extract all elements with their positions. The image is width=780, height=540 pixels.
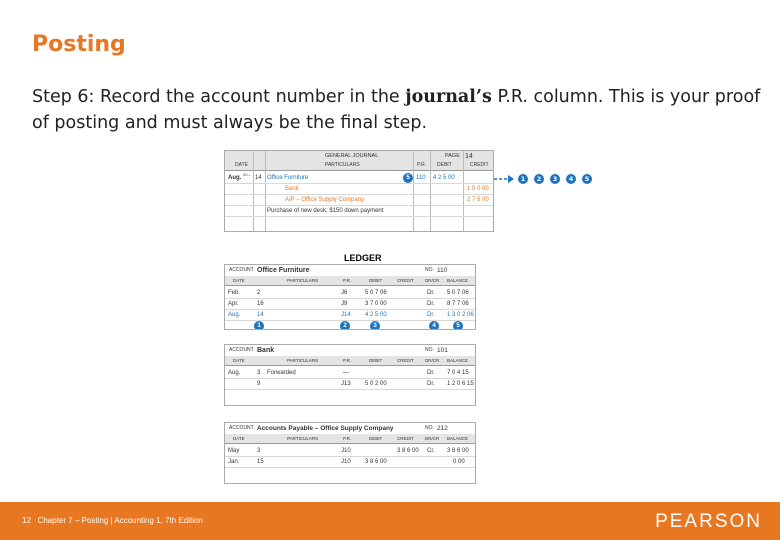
b-date-0: Aug. [228,370,241,376]
intro-text [32,84,762,136]
acct-no-bank: 101 [437,347,448,354]
lh1-part: PARTICULARS [287,278,319,283]
f-day-1: 16 [257,301,264,307]
lh2-pr: P.R. [343,358,352,363]
step-circle-5: 5 [582,174,592,184]
f-date-1: Apr. [228,301,239,307]
acct-no-ap: 212 [437,425,448,432]
a-pr-0: J10 [341,448,351,454]
ledger-marker-4: 4 [429,321,439,330]
lh2-credit: CREDIT [397,358,414,363]
a-bal-1: 0 00 [453,459,465,465]
lh2-bal: BALANCE [447,358,469,363]
pearson-logo: PEARSON [655,511,762,532]
f-debit-1: 3 7 0 00 [365,301,387,307]
b-bal-1: 1 2 0 6 15 [447,381,474,387]
a-bal-0: 3 8 6 00 [447,448,469,454]
f-bal-0: 5 0 7 06 [447,290,469,296]
f-debit-2: 4 2 5 00 [365,312,387,318]
step-marker-5: 5 [403,173,413,183]
intro-bold: journal’s [405,87,492,107]
b-pr-1: J13 [341,381,351,387]
j-debit-0: 4 2 5 00 [433,175,455,181]
ledger-accounts-payable [224,422,476,484]
a-drcr-0: Cr. [427,448,435,454]
f-debit-0: 5 0 7 06 [365,290,387,296]
j-day-0: 14 [255,175,262,181]
arrow-icon [494,172,514,186]
b-debit-1: 5 0 2 00 [365,381,387,387]
jh-pr: P.R. [417,162,427,168]
a-day-0: 3 [257,448,261,454]
general-journal [224,150,494,232]
intro-pre: Step 6: Record the account number in the [32,87,406,107]
f-pr-0: J6 [341,290,348,296]
journal-page: 14 [465,153,473,160]
acct-label-3: ACCOUNT [229,425,254,431]
lh1-date: DATE [233,278,245,283]
acct-no-furniture: 110 [437,267,448,274]
footer-chapter: Chapter 7 – Posting | Accounting 1, 7th Edition [37,516,203,525]
j-pr-0: 110 [416,175,426,181]
a-credit-0: 3 8 6 00 [397,448,419,454]
step-circle-4: 4 [566,174,576,184]
jh-debit: DEBIT [437,162,452,168]
lh2-drcr: DR/CR [425,358,440,363]
ledger-marker-1: 1 [254,321,264,330]
j-part-1: Bank [285,186,299,192]
j-part-0: Office Furniture [267,175,309,181]
b-day-0: 3 [257,370,261,376]
lh2-debit: DEBIT [369,358,383,363]
f-drcr-1: Dr. [427,301,435,307]
f-bal-2: 1 3 0 2 06 [447,312,474,318]
j-part-3: Purchase of new desk; $150 down payment [267,208,384,214]
ledger-marker-2: 2 [340,321,350,330]
lh1-credit: CREDIT [397,278,414,283]
no-label-3: NO. [425,425,434,431]
f-day-2: 14 [257,312,264,318]
jh-credit: CREDIT [470,162,489,168]
f-day-0: 2 [257,290,261,296]
j-year: 20-- [243,172,251,177]
ledger-office-furniture [224,264,476,330]
jh-date: DATE [235,162,248,168]
b-bal-0: 7 0 4 15 [447,370,469,376]
acct-name-ap: Accounts Payable – Office Supply Company [257,425,394,432]
f-pr-1: J9 [341,301,348,307]
ledger-marker-5: 5 [453,321,463,330]
lh3-bal: BALANCE [447,436,469,441]
lh3-date: DATE [233,436,245,441]
acct-name-furniture: Office Furniture [257,267,310,274]
a-pr-1: J10 [341,459,351,465]
footer-text [22,516,203,525]
a-debit-1: 3 8 6 00 [365,459,387,465]
step-circle-3: 3 [550,174,560,184]
f-drcr-2: Dr. [427,312,435,318]
acct-label-1: ACCOUNT [229,267,254,273]
footer-page: 12 [22,516,31,525]
no-label-1: NO. [425,267,434,273]
lh3-drcr: DR/CR [425,436,440,441]
lh1-pr: P.R. [343,278,352,283]
f-bal-1: 8 7 7 06 [447,301,469,307]
f-drcr-0: Dr. [427,290,435,296]
journal-title: GENERAL JOURNAL [325,153,379,159]
lh1-drcr: DR/CR [425,278,440,283]
b-drcr-0: Dr. [427,370,435,376]
lh3-credit: CREDIT [397,436,414,441]
slide-title: Posting [32,32,126,57]
step-circle-2: 2 [534,174,544,184]
a-date-1: Jan. [228,459,240,465]
ledger-marker-3: 3 [370,321,380,330]
lh3-pr: P.R. [343,436,352,441]
intro-post: P.R. column. This is your proof of posting and must always be the final step. [32,87,761,133]
j-credit-2: 2 7 5 00 [467,197,489,203]
ledger-bank [224,344,476,406]
f-date-0: Feb. [228,290,241,296]
j-part-2: A/P – Office Supply Company [285,197,365,203]
acct-name-bank: Bank [257,347,275,354]
b-day-1: 9 [257,381,261,387]
lh3-debit: DEBIT [369,436,383,441]
f-pr-2: J14 [341,312,351,318]
j-credit-1: 1 5 0 00 [467,186,489,192]
lh1-debit: DEBIT [369,278,383,283]
b-pr-0: — [343,370,349,376]
acct-label-2: ACCOUNT [229,347,254,353]
no-label-2: NO. [425,347,434,353]
lh3-part: PARTICULARS [287,436,319,441]
lh2-date: DATE [233,358,245,363]
jh-part: PARTICULARS [325,162,360,168]
ledger-title: LEDGER [344,253,382,263]
f-date-2: Aug. [228,312,241,318]
a-day-1: 15 [257,459,264,465]
journal-page-label: PAGE [445,153,460,159]
j-date-0: Aug. [228,175,242,181]
b-part-0: Forwarded [267,370,296,376]
a-date-0: May [228,448,240,454]
lh1-bal: BALANCE [447,278,469,283]
footer-bar [0,502,780,540]
b-drcr-1: Dr. [427,381,435,387]
lh2-part: PARTICULARS [287,358,319,363]
step-circle-1: 1 [518,174,528,184]
